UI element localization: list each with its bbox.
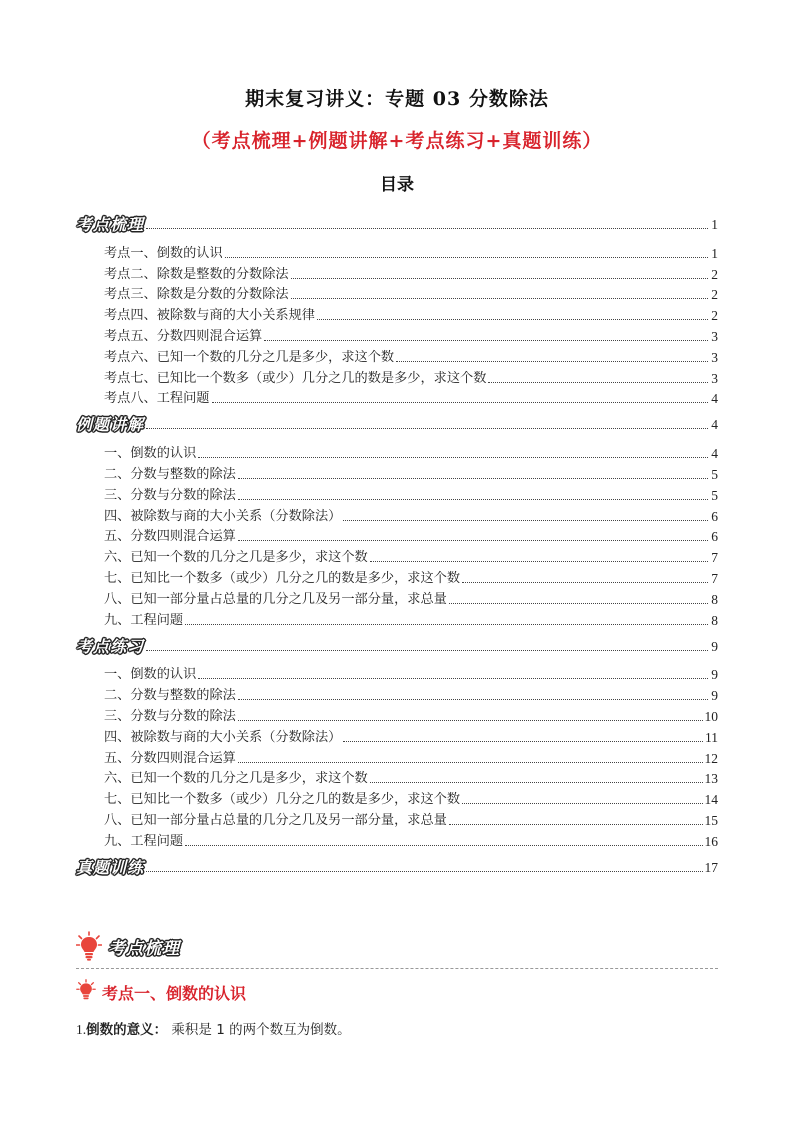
toc-leader-dots bbox=[370, 781, 703, 783]
toc-leader-dots bbox=[198, 456, 708, 458]
toc-entry-label: 考点练习 bbox=[76, 636, 145, 656]
toc-entry-label: 九、工程问题 bbox=[104, 612, 184, 628]
toc-page-number: 6 bbox=[711, 508, 718, 524]
toc-section-heading[interactable] bbox=[76, 208, 718, 232]
toc-entry[interactable] bbox=[76, 807, 718, 828]
toc-page-number: 10 bbox=[704, 708, 718, 724]
toc-page-number: 7 bbox=[711, 550, 718, 566]
toc-leader-dots bbox=[238, 698, 708, 700]
toc-page-number: 17 bbox=[704, 859, 718, 875]
para-number: 1. bbox=[76, 1022, 87, 1037]
toc-leader-dots bbox=[343, 740, 703, 742]
toc-entry[interactable] bbox=[76, 282, 718, 303]
toc-page-number: 4 bbox=[711, 446, 718, 462]
toc-page-number: 7 bbox=[711, 570, 718, 586]
toc-entry[interactable] bbox=[76, 323, 718, 344]
toc-entry[interactable] bbox=[76, 365, 718, 386]
toc-leader-dots bbox=[238, 539, 708, 541]
toc-leader-dots bbox=[449, 823, 703, 825]
lightbulb-icon bbox=[76, 931, 102, 961]
toc-page-number: 3 bbox=[711, 349, 718, 365]
toc-entry-label: 六、已知一个数的几分之几是多少，求这个数 bbox=[104, 771, 368, 787]
section-divider bbox=[76, 968, 718, 969]
toc-entry-label: 考点四、被除数与商的大小关系规律 bbox=[104, 308, 315, 324]
toc-leader-dots bbox=[317, 318, 708, 320]
toc-leader-dots bbox=[238, 761, 703, 763]
toc-leader-dots bbox=[146, 649, 708, 651]
toc-entry[interactable] bbox=[76, 745, 718, 766]
toc-entry[interactable] bbox=[76, 703, 718, 724]
toc-page-number: 14 bbox=[704, 792, 718, 808]
toc-entry[interactable] bbox=[76, 662, 718, 683]
toc-leader-dots bbox=[291, 297, 708, 299]
toc-leader-dots bbox=[146, 227, 708, 229]
toc-page-number: 9 bbox=[711, 638, 718, 654]
para-text: 乘积是 1 的两个数互为倒数。 bbox=[167, 1022, 351, 1038]
toc-entry[interactable] bbox=[76, 586, 718, 607]
toc-entry-label: 考点八、工程问题 bbox=[104, 391, 210, 407]
toc-entry[interactable] bbox=[76, 786, 718, 807]
toc-page-number: 9 bbox=[711, 667, 718, 683]
lightbulb-icon bbox=[76, 979, 96, 1005]
point-heading bbox=[76, 980, 246, 1004]
document-title: 期末复习讲义：专题 03 分数除法 bbox=[245, 88, 549, 110]
toc-entry[interactable] bbox=[76, 261, 718, 282]
toc-section-heading[interactable] bbox=[76, 851, 718, 875]
toc-leader-dots bbox=[146, 870, 702, 872]
toc-leader-dots bbox=[238, 719, 703, 721]
toc-page-number: 3 bbox=[711, 370, 718, 386]
toc-entry-label: 真题训练 bbox=[76, 857, 145, 877]
toc-page-number: 5 bbox=[711, 466, 718, 482]
toc-entry-label: 三、分数与分数的除法 bbox=[104, 487, 236, 503]
toc-entry[interactable] bbox=[76, 461, 718, 482]
toc-entry-label: 七、已知比一个数多（或少）几分之几的数是多少，求这个数 bbox=[104, 570, 461, 586]
toc-entry[interactable] bbox=[76, 524, 718, 545]
toc-leader-dots bbox=[146, 427, 708, 429]
toc-section-heading[interactable] bbox=[76, 630, 718, 654]
toc-entry[interactable] bbox=[76, 386, 718, 407]
toc-entry-label: 四、被除数与商的大小关系（分数除法） bbox=[104, 508, 342, 524]
toc-entry-label: 考点梳理 bbox=[76, 215, 145, 234]
toc-entry-label: 例题讲解 bbox=[76, 415, 145, 435]
para-term: 倒数的意义： bbox=[86, 1022, 168, 1038]
toc-entry-label: 一、倒数的认识 bbox=[104, 667, 197, 683]
toc-leader-dots bbox=[449, 602, 708, 604]
toc-entry[interactable] bbox=[76, 682, 718, 703]
toc-entry-label: 考点一、倒数的认识 bbox=[104, 245, 223, 261]
toc-leader-dots bbox=[225, 256, 708, 258]
toc-leader-dots bbox=[185, 623, 708, 625]
toc-entry-label: 三、分数与分数的除法 bbox=[104, 708, 236, 724]
toc-leader-dots bbox=[238, 498, 708, 500]
toc-entry-label: 考点七、已知比一个数多（或少）几分之几的数是多少，求这个数 bbox=[104, 370, 487, 386]
toc-page-number: 6 bbox=[711, 529, 718, 545]
toc-page-number: 1 bbox=[711, 245, 718, 261]
toc-page-number: 15 bbox=[704, 812, 718, 828]
toc-page-number: 4 bbox=[711, 417, 718, 433]
toc-entry-label: 六、已知一个数的几分之几是多少，求这个数 bbox=[104, 550, 368, 566]
toc-leader-dots bbox=[462, 802, 702, 804]
toc-leader-dots bbox=[488, 381, 708, 383]
toc-page-number: 5 bbox=[711, 487, 718, 503]
toc-page-number: 2 bbox=[711, 266, 718, 282]
toc-leader-dots bbox=[238, 477, 708, 479]
toc-leader-dots bbox=[185, 844, 702, 846]
toc-entry[interactable] bbox=[76, 724, 718, 745]
toc-entry-label: 五、分数四则混合运算 bbox=[104, 529, 236, 545]
toc-leader-dots bbox=[343, 519, 708, 521]
toc-entry[interactable] bbox=[76, 440, 718, 461]
toc-page-number: 11 bbox=[705, 729, 718, 745]
toc-leader-dots bbox=[264, 339, 708, 341]
toc-title: 目录 bbox=[380, 175, 414, 195]
toc-entry-label: 五、分数四则混合运算 bbox=[104, 750, 236, 766]
toc-entry-label: 七、已知比一个数多（或少）几分之几的数是多少，求这个数 bbox=[104, 792, 461, 808]
toc-entry-label: 四、被除数与商的大小关系（分数除法） bbox=[104, 729, 342, 745]
toc-leader-dots bbox=[212, 401, 709, 403]
toc-entry[interactable] bbox=[76, 344, 718, 365]
toc-page-number: 1 bbox=[711, 217, 718, 232]
table-of-contents bbox=[76, 206, 718, 875]
toc-page-number: 3 bbox=[711, 328, 718, 344]
toc-leader-dots bbox=[370, 560, 708, 562]
toc-entry-label: 二、分数与整数的除法 bbox=[104, 466, 236, 482]
toc-section-heading[interactable] bbox=[76, 408, 718, 435]
toc-leader-dots bbox=[198, 677, 708, 679]
toc-entry-label: 八、已知一部分量占总量的几分之几及另一部分量，求总量 bbox=[104, 591, 447, 607]
document-subtitle: （考点梳理+例题讲解+考点练习+真题训练） bbox=[191, 130, 603, 152]
toc-page-number: 8 bbox=[711, 591, 718, 607]
toc-entry[interactable] bbox=[76, 828, 718, 849]
toc-page-number: 2 bbox=[711, 308, 718, 324]
toc-entry-label: 八、已知一部分量占总量的几分之几及另一部分量，求总量 bbox=[104, 812, 447, 828]
toc-entry-label: 二、分数与整数的除法 bbox=[104, 688, 236, 704]
toc-entry[interactable] bbox=[76, 482, 718, 503]
toc-entry-label: 考点三、除数是分数的分数除法 bbox=[104, 287, 289, 303]
toc-entry-label: 考点六、已知一个数的几分之几是多少，求这个数 bbox=[104, 349, 395, 365]
toc-page-number: 4 bbox=[711, 391, 718, 407]
toc-entry-label: 九、工程问题 bbox=[104, 833, 184, 849]
toc-entry[interactable] bbox=[76, 565, 718, 586]
toc-leader-dots bbox=[462, 581, 708, 583]
toc-entry-label: 考点五、分数四则混合运算 bbox=[104, 328, 263, 344]
toc-page-number: 9 bbox=[711, 688, 718, 704]
toc-entry[interactable] bbox=[76, 607, 718, 628]
toc-entry[interactable] bbox=[76, 503, 718, 524]
toc-entry-label: 考点二、除数是整数的分数除法 bbox=[104, 266, 289, 282]
toc-page-number: 8 bbox=[711, 612, 718, 628]
toc-page-number: 12 bbox=[704, 750, 718, 766]
toc-entry[interactable] bbox=[76, 240, 718, 261]
point-heading-text: 考点一、倒数的认识 bbox=[102, 983, 247, 1003]
toc-page-number: 13 bbox=[704, 771, 718, 787]
toc-page-number: 2 bbox=[711, 287, 718, 303]
toc-leader-dots bbox=[291, 277, 708, 279]
toc-leader-dots bbox=[396, 360, 708, 362]
toc-entry[interactable] bbox=[76, 544, 718, 565]
section-banner bbox=[76, 931, 180, 961]
section-banner-text: 考点梳理 bbox=[108, 938, 180, 959]
toc-entry-label: 一、倒数的认识 bbox=[104, 446, 197, 462]
toc-entry[interactable] bbox=[76, 766, 718, 787]
toc-entry[interactable] bbox=[76, 302, 718, 323]
toc-page-number: 16 bbox=[704, 833, 718, 849]
definition-paragraph bbox=[76, 1018, 351, 1038]
